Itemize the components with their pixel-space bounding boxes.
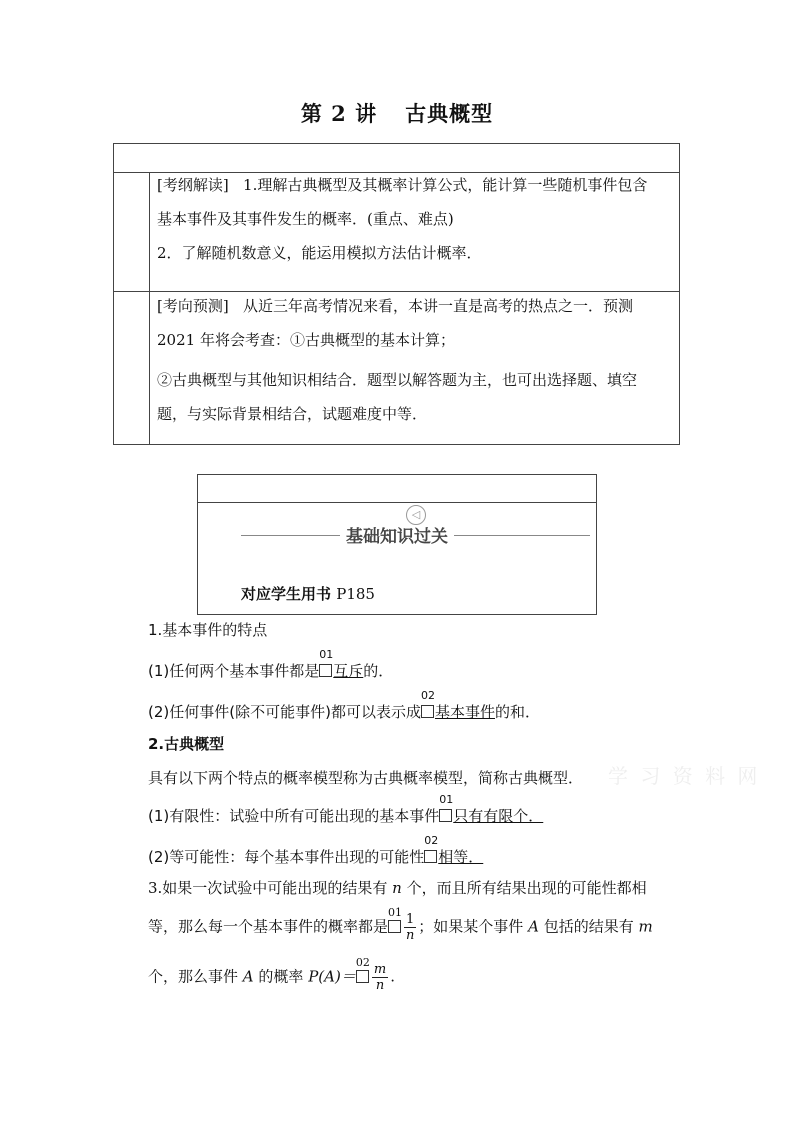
syllabus-line: 基本事件及其事件发生的概率．(重点、难点) <box>157 210 454 228</box>
forecast-line: 2021 年将会考查：①古典概型的基本计算； <box>157 331 455 349</box>
book-reference-label: 对应学生用书 <box>241 585 332 603</box>
syllabus-line: 1.理解古典概型及其概率计算公式，能计算一些随机事件包含 <box>243 176 648 194</box>
lecture-topic: 古典概型 <box>405 101 494 126</box>
syllabus-label: [考纲解读] <box>157 176 229 194</box>
blank-box-icon <box>319 664 332 677</box>
section-1-item-1: (1)任何两个基本事件都是 01 互斥的． <box>148 648 394 680</box>
forecast-cell <box>157 289 674 431</box>
blank-number: 02 <box>355 955 370 969</box>
section-3-line-3: 个，那么事件 A 的概率 P(A)＝ 02 $\frac{m}{n}$ . <box>148 955 395 993</box>
answer-blank <box>439 793 544 826</box>
section-1-title: 1.基本事件的特点 <box>148 621 268 639</box>
blank-number: 01 <box>439 793 454 806</box>
forecast-line: 题，与实际背景相结合，试题难度中等． <box>157 405 428 423</box>
lecture-number: 第 2 讲 <box>300 101 378 126</box>
section-banner <box>197 474 597 615</box>
table-column-divider <box>149 172 150 444</box>
page-title <box>0 98 794 128</box>
banner-heading <box>198 522 596 547</box>
blank-box-icon <box>421 705 434 718</box>
section-2-item-1: (1)有限性：试验中所有可能出现的基本事件 01 只有有限个． <box>148 793 544 825</box>
answer-blank <box>355 955 370 986</box>
answer-blank <box>424 834 484 867</box>
blank-number: 01 <box>388 905 403 919</box>
outline-table <box>113 143 680 445</box>
blank-number: 02 <box>424 834 439 847</box>
syllabus-line: 2．了解随机数意义，能运用模拟方法估计概率． <box>157 244 482 262</box>
answer-text: 相等． <box>438 848 484 866</box>
answer-blank <box>388 905 403 936</box>
section-3-line-2: 等，那么每一个基本事件的概率都是 01 $\frac{1}{n}$ ；如果某个事件 A 包括的结果有 m <box>148 905 653 943</box>
book-reference <box>241 583 375 604</box>
answer-blank <box>319 648 364 681</box>
answer-text: 基本事件 <box>434 703 495 721</box>
blank-box-icon <box>424 850 437 863</box>
blank-number: 02 <box>420 689 435 702</box>
section-2-title: 2.古典概型 <box>148 735 225 753</box>
emblem-icon: ◁ <box>406 505 426 525</box>
forecast-line: 从近三年高考情况来看，本讲一直是高考的热点之一．预测 <box>243 297 634 315</box>
forecast-line: ②古典概型与其他知识相结合．题型以解答题为主，也可出选择题、填空 <box>157 371 638 389</box>
book-reference-page: P185 <box>336 585 375 603</box>
blank-box-icon <box>439 809 452 822</box>
blank-box-icon <box>356 970 369 983</box>
answer-text: 互斥 <box>333 662 364 680</box>
forecast-label: [考向预测] <box>157 297 229 315</box>
section-2-intro: 具有以下两个特点的概率模型称为古典概率模型，简称古典概型． <box>148 769 584 787</box>
answer-text: 只有有限个． <box>453 807 544 825</box>
answer-blank <box>420 689 495 722</box>
banner-rule <box>198 502 596 503</box>
section-1-item-2: (2)任何事件(除不可能事件)都可以表示成 02 基本事件的和． <box>148 689 540 721</box>
fraction: $\frac{m}{n}$ <box>373 962 387 993</box>
banner-heading-text: 基础知识过关 <box>340 527 454 547</box>
syllabus-cell <box>157 168 674 270</box>
blank-box-icon <box>388 920 401 933</box>
fraction: $\frac{1}{n}$ <box>405 912 415 943</box>
watermark: 学 习 资 料 网 <box>608 764 761 788</box>
section-3-line-1: 3.如果一次试验中可能出现的结果有 n 个，而且所有结果出现的可能性都相 <box>148 879 647 897</box>
section-2-item-2: (2)等可能性：每个基本事件出现的可能性 02 相等． <box>148 834 484 866</box>
blank-number: 01 <box>319 648 334 661</box>
